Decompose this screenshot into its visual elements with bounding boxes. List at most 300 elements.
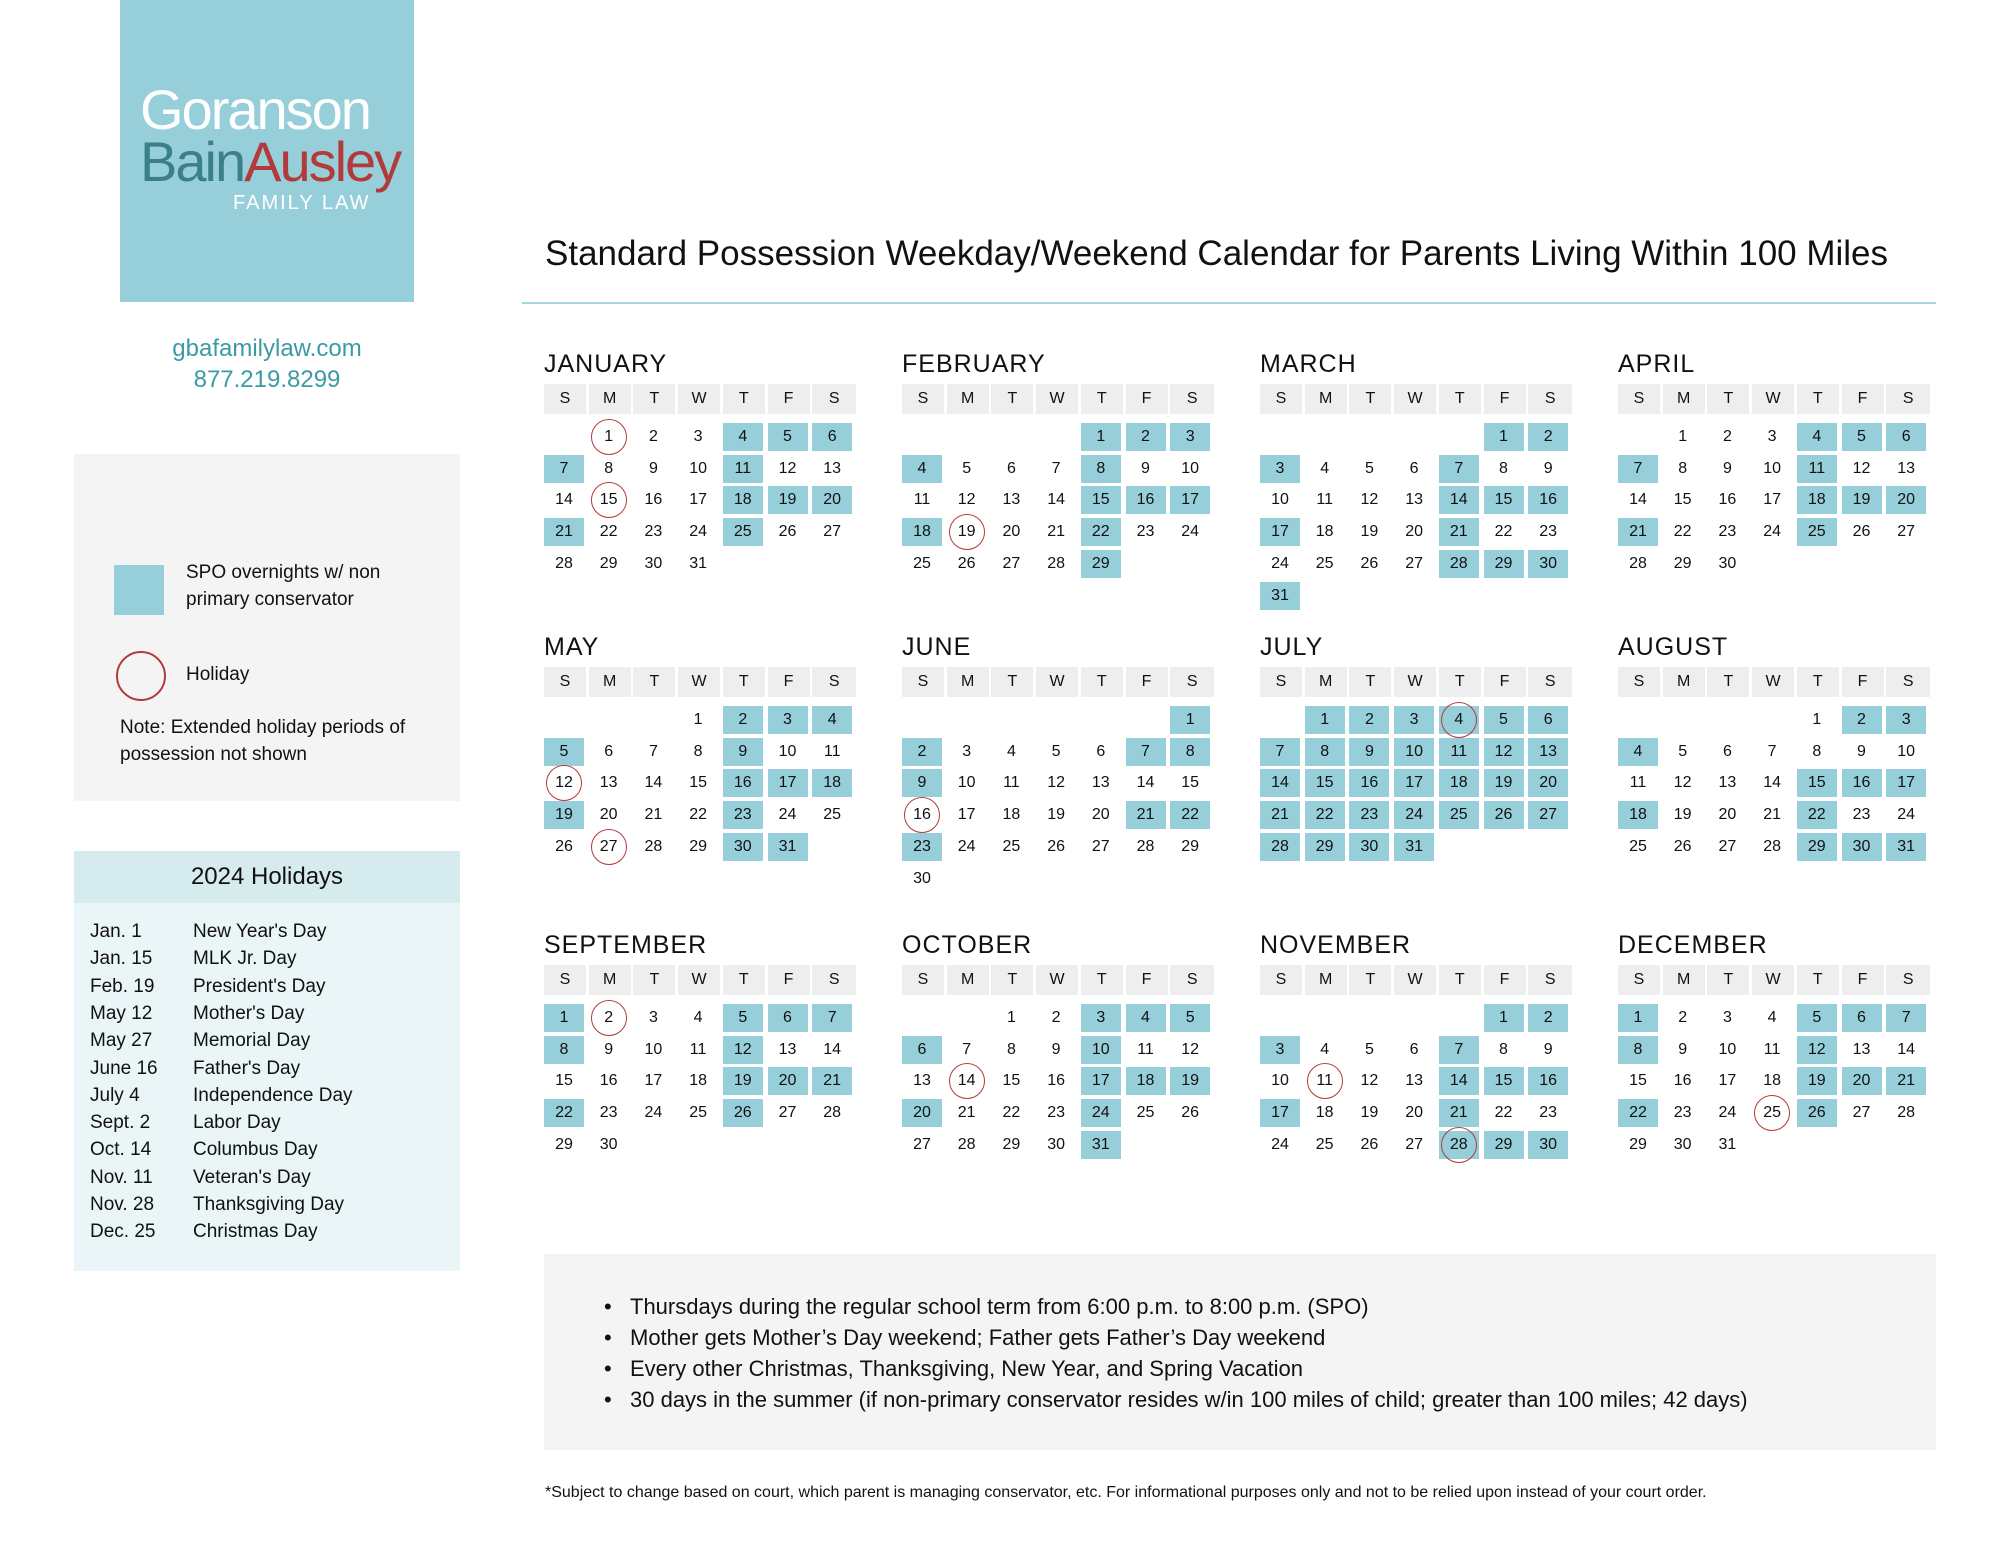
weekday-header: T xyxy=(633,384,675,414)
weekday-header: T xyxy=(1439,965,1481,995)
day-cell: 26 xyxy=(1181,1104,1200,1122)
spo-swatch xyxy=(114,565,164,615)
day-cell: 14 xyxy=(1047,491,1065,509)
weekday-header: T xyxy=(1797,384,1839,414)
logo xyxy=(120,0,414,302)
day-cell: 17 xyxy=(1718,1072,1737,1090)
spo-day-cell: 21 xyxy=(1126,801,1166,829)
day-cell: 7 xyxy=(962,1040,972,1058)
day-cell: 16 xyxy=(644,491,663,509)
spo-day-cell: 16 xyxy=(1842,769,1882,797)
day-cell: 22 xyxy=(1002,1104,1021,1122)
spo-day-cell: 6 xyxy=(812,423,852,451)
weekday-header: T xyxy=(633,965,675,995)
day-cell: 15 xyxy=(689,774,707,792)
weekday-header: T xyxy=(1081,667,1123,697)
spo-day-cell: 5 xyxy=(544,738,584,766)
day-cell: 9 xyxy=(1141,459,1150,477)
spo-day-cell: 12 xyxy=(723,1036,763,1064)
day-cell: 3 xyxy=(1722,1009,1732,1026)
day-cell: 12 xyxy=(1181,1040,1200,1058)
spo-day-cell: 26 xyxy=(1484,801,1524,829)
day-cell: 7 xyxy=(1051,459,1061,477)
spo-day-cell: 19 xyxy=(1484,769,1524,797)
day-cell: 28 xyxy=(823,1104,842,1122)
spo-day-cell: 3 xyxy=(1394,706,1434,734)
holiday-day-cell: 16 xyxy=(902,801,942,829)
spo-day-cell: 29 xyxy=(1305,833,1345,861)
weekday-header: S xyxy=(902,384,944,414)
spo-day-cell: 5 xyxy=(1842,423,1882,451)
day-cell: 27 xyxy=(1405,554,1423,572)
note-item: • Every other Christmas, Thanksgiving, New Year, and Spring Vacation xyxy=(604,1353,1748,1384)
day-cell: 27 xyxy=(1718,837,1737,855)
day-cell: 28 xyxy=(1897,1104,1916,1122)
spo-day-cell: 15 xyxy=(1797,769,1837,797)
spo-day-cell: 8 xyxy=(1170,738,1210,766)
weekday-header: W xyxy=(1394,384,1436,414)
day-cell: 17 xyxy=(689,491,707,509)
day-cell: 29 xyxy=(599,554,618,572)
weekday-header: M xyxy=(947,965,989,995)
weekday-header: S xyxy=(1618,667,1660,697)
day-cell: 6 xyxy=(604,742,614,760)
day-cell: 28 xyxy=(644,837,663,855)
spo-day-cell: 19 xyxy=(1170,1067,1210,1095)
spo-day-cell: 23 xyxy=(1349,801,1389,829)
day-cell: 23 xyxy=(1673,1104,1692,1122)
spo-day-cell: 28 xyxy=(1439,550,1479,578)
day-cell: 15 xyxy=(555,1072,573,1090)
spo-day-cell: 10 xyxy=(1394,738,1434,766)
spo-day-cell: 22 xyxy=(1797,801,1837,829)
day-cell: 11 xyxy=(823,742,841,760)
holiday-day-cell: 27 xyxy=(589,833,629,861)
day-cell: 8 xyxy=(1006,1040,1016,1058)
day-cell: 12 xyxy=(778,459,797,477)
spo-day-cell: 19 xyxy=(768,486,808,514)
logo-bain: Bain xyxy=(140,130,245,193)
spo-day-cell: 21 xyxy=(812,1067,852,1095)
logo-line-3: FAMILY LAW xyxy=(233,192,371,214)
day-cell: 14 xyxy=(1897,1040,1916,1058)
day-cell: 21 xyxy=(644,806,663,824)
day-cell: 23 xyxy=(1852,806,1871,824)
weekday-header: W xyxy=(678,384,720,414)
holiday-legend-label: Holiday xyxy=(186,664,250,685)
day-cell: 2 xyxy=(648,428,658,445)
day-cell: 8 xyxy=(1678,459,1688,477)
spo-day-cell: 1 xyxy=(1484,1004,1524,1032)
spo-day-cell: 31 xyxy=(1081,1131,1121,1159)
day-cell: 3 xyxy=(962,742,972,760)
month-name: JUNE xyxy=(902,633,972,661)
spo-day-cell: 7 xyxy=(1618,455,1658,483)
spo-day-cell: 19 xyxy=(723,1067,763,1095)
day-cell: 11 xyxy=(1003,774,1020,792)
weekday-header: M xyxy=(1663,667,1705,697)
spo-day-cell: 17 xyxy=(1260,518,1300,546)
spo-day-cell: 20 xyxy=(902,1099,942,1127)
spo-day-cell: 7 xyxy=(1439,455,1479,483)
holiday-date: May 12 xyxy=(90,1002,153,1024)
spo-day-cell: 2 xyxy=(723,706,763,734)
spo-day-cell: 4 xyxy=(1126,1004,1166,1032)
weekday-header: W xyxy=(1394,667,1436,697)
logo-line-1: Goranson xyxy=(140,78,370,141)
day-cell: 10 xyxy=(644,1040,663,1058)
weekday-header: S xyxy=(544,384,586,414)
weekday-header: T xyxy=(723,965,765,995)
spo-day-cell: 18 xyxy=(812,769,852,797)
holiday-date: Nov. 28 xyxy=(90,1194,155,1215)
day-cell: 23 xyxy=(599,1104,618,1122)
day-cell: 5 xyxy=(962,459,972,477)
spo-day-cell: 20 xyxy=(812,486,852,514)
day-cell: 10 xyxy=(689,459,707,477)
weekday-header: M xyxy=(1305,384,1347,414)
spo-day-cell: 14 xyxy=(1260,769,1300,797)
weekday-header: F xyxy=(1842,384,1884,414)
day-cell: 20 xyxy=(1405,1104,1423,1122)
day-cell: 5 xyxy=(1678,742,1688,760)
day-cell: 1 xyxy=(693,711,703,728)
weekday-header: S xyxy=(1886,667,1930,697)
day-cell: 26 xyxy=(1360,554,1379,572)
spo-day-cell: 8 xyxy=(544,1036,584,1064)
day-cell: 11 xyxy=(689,1040,707,1058)
spo-day-cell: 10 xyxy=(1081,1036,1121,1064)
day-cell: 30 xyxy=(644,554,663,572)
spo-day-cell: 3 xyxy=(1260,1036,1300,1064)
spo-day-cell: 8 xyxy=(1081,455,1121,483)
day-cell: 31 xyxy=(689,554,707,572)
day-cell: 15 xyxy=(1673,491,1692,509)
weekday-header: S xyxy=(1528,667,1572,697)
holiday-name: Mother's Day xyxy=(193,1002,305,1024)
day-cell: 20 xyxy=(1405,523,1423,541)
day-cell: 1 xyxy=(1006,1009,1016,1026)
spo-day-cell: 4 xyxy=(1797,423,1837,451)
spo-day-cell: 20 xyxy=(1886,486,1926,514)
spo-day-cell: 3 xyxy=(1886,706,1926,734)
day-cell: 27 xyxy=(1002,554,1021,572)
weekday-header: T xyxy=(1439,384,1481,414)
day-cell: 10 xyxy=(1897,742,1916,760)
spo-day-cell: 18 xyxy=(1797,486,1837,514)
spo-day-cell: 17 xyxy=(1394,769,1434,797)
weekday-header: W xyxy=(678,667,720,697)
day-cell: 16 xyxy=(1047,1072,1065,1090)
spo-day-cell: 3 xyxy=(1081,1004,1121,1032)
month-name: MARCH xyxy=(1260,350,1357,378)
spo-day-cell: 21 xyxy=(1886,1067,1926,1095)
phone-number[interactable]: 877.219.8299 xyxy=(193,366,341,393)
day-cell: 30 xyxy=(599,1135,618,1153)
weekday-header: W xyxy=(1394,965,1436,995)
day-cell: 21 xyxy=(1047,523,1065,541)
spo-day-cell: 30 xyxy=(1349,833,1389,861)
day-cell: 18 xyxy=(1763,1072,1781,1090)
day-cell: 22 xyxy=(599,523,618,541)
spo-day-cell: 3 xyxy=(1260,455,1300,483)
notes-list xyxy=(604,1291,1748,1415)
day-cell: 4 xyxy=(1320,1040,1330,1058)
day-cell: 25 xyxy=(689,1104,707,1122)
spo-day-cell: 4 xyxy=(902,455,942,483)
spo-day-cell: 30 xyxy=(1842,833,1882,861)
day-cell: 29 xyxy=(1629,1135,1647,1153)
day-cell: 26 xyxy=(1047,837,1065,855)
holiday-date: July 4 xyxy=(90,1084,140,1106)
spo-day-cell: 7 xyxy=(1886,1004,1926,1032)
day-cell: 25 xyxy=(823,806,842,824)
holiday-day-cell: 2 xyxy=(589,1004,629,1032)
day-cell: 9 xyxy=(1678,1040,1688,1058)
holiday-date: Feb. 19 xyxy=(90,975,155,997)
weekday-header: T xyxy=(1439,667,1481,697)
spo-day-cell: 7 xyxy=(544,455,584,483)
day-cell: 4 xyxy=(693,1009,703,1026)
spo-day-cell: 1 xyxy=(1484,423,1524,451)
weekday-header: W xyxy=(1036,384,1078,414)
day-cell: 23 xyxy=(1718,523,1737,541)
spo-day-cell: 4 xyxy=(812,706,852,734)
day-cell: 8 xyxy=(604,459,614,477)
spo-day-cell: 2 xyxy=(1528,1004,1568,1032)
spo-day-cell: 15 xyxy=(1305,769,1345,797)
holiday-name: Christmas Day xyxy=(193,1221,318,1243)
day-cell: 29 xyxy=(1002,1135,1021,1153)
spo-day-cell: 9 xyxy=(1349,738,1389,766)
weekday-header: F xyxy=(768,384,810,414)
day-cell: 24 xyxy=(1271,554,1289,572)
spo-day-cell: 30 xyxy=(1528,550,1568,578)
day-cell: 27 xyxy=(778,1104,797,1122)
holiday-name: Father's Day xyxy=(193,1057,301,1079)
weekday-header: S xyxy=(544,667,586,697)
spo-day-cell: 3 xyxy=(1170,423,1210,451)
spo-day-cell: 31 xyxy=(1260,582,1300,610)
spo-day-cell: 22 xyxy=(1081,518,1121,546)
spo-day-cell: 8 xyxy=(1618,1036,1658,1064)
holiday-date: June 16 xyxy=(90,1057,158,1079)
day-cell: 29 xyxy=(1673,554,1692,572)
spo-day-cell: 19 xyxy=(1797,1067,1837,1095)
day-cell: 18 xyxy=(689,1072,707,1090)
day-cell: 11 xyxy=(913,491,931,509)
weekday-header: S xyxy=(812,384,856,414)
holiday-name: MLK Jr. Day xyxy=(193,948,297,970)
day-cell: 14 xyxy=(555,491,573,509)
day-cell: 13 xyxy=(1897,459,1916,477)
holiday-date: Sept. 2 xyxy=(90,1112,151,1134)
spo-day-cell: 5 xyxy=(1170,1004,1210,1032)
day-cell: 23 xyxy=(1539,1104,1558,1122)
day-cell: 26 xyxy=(555,837,573,855)
spo-day-cell: 14 xyxy=(1439,1067,1479,1095)
weekday-header: M xyxy=(1663,384,1705,414)
day-cell: 25 xyxy=(1136,1104,1155,1122)
holiday-day-cell: 28 xyxy=(1439,1131,1479,1159)
spo-day-cell: 23 xyxy=(723,801,763,829)
weekday-header: T xyxy=(723,667,765,697)
spo-day-cell: 13 xyxy=(1528,738,1568,766)
day-cell: 19 xyxy=(1673,806,1692,824)
spo-day-cell: 21 xyxy=(544,518,584,546)
note-item: • 30 days in the summer (if non-primary conservator resides w/in 100 miles of child; greater than 100 miles; 42 days) xyxy=(604,1384,1748,1415)
spo-day-cell: 1 xyxy=(1170,706,1210,734)
weekday-header: M xyxy=(1305,667,1347,697)
website-link[interactable]: gbafamilylaw.com xyxy=(172,335,362,362)
day-cell: 20 xyxy=(599,806,618,824)
spo-day-cell: 7 xyxy=(1126,738,1166,766)
weekday-header: T xyxy=(1349,965,1391,995)
day-cell: 12 xyxy=(1360,1072,1379,1090)
day-cell: 10 xyxy=(778,742,797,760)
weekday-header: W xyxy=(678,965,720,995)
day-cell: 9 xyxy=(1051,1040,1061,1058)
spo-day-cell: 1 xyxy=(1618,1004,1658,1032)
weekday-header: S xyxy=(1528,384,1572,414)
day-cell: 25 xyxy=(1315,1135,1334,1153)
note-item: • Thursdays during the regular school term from 6:00 p.m. to 8:00 p.m. (SPO) xyxy=(604,1291,1748,1322)
day-cell: 24 xyxy=(1763,523,1781,541)
weekday-header: T xyxy=(1349,384,1391,414)
weekday-header: W xyxy=(1752,965,1794,995)
day-cell: 1 xyxy=(1678,428,1688,445)
weekday-header: S xyxy=(1618,384,1660,414)
spo-day-cell: 9 xyxy=(723,738,763,766)
spo-day-cell: 26 xyxy=(723,1099,763,1127)
month-name: NOVEMBER xyxy=(1260,931,1412,959)
holiday-name: President's Day xyxy=(193,975,326,997)
spo-day-cell: 26 xyxy=(1797,1099,1837,1127)
day-cell: 30 xyxy=(1673,1135,1692,1153)
weekday-header: S xyxy=(1260,965,1302,995)
spo-day-cell: 24 xyxy=(1081,1099,1121,1127)
spo-day-cell: 2 xyxy=(1528,423,1568,451)
day-cell: 5 xyxy=(1364,459,1374,477)
holiday-date: Dec. 25 xyxy=(90,1221,156,1243)
day-cell: 17 xyxy=(957,806,976,824)
weekday-header: T xyxy=(1081,965,1123,995)
spo-day-cell: 18 xyxy=(902,518,942,546)
weekday-header: T xyxy=(991,965,1033,995)
holiday-day-cell: 1 xyxy=(589,423,629,451)
day-cell: 13 xyxy=(913,1072,931,1090)
weekday-header: S xyxy=(1886,384,1930,414)
day-cell: 30 xyxy=(913,869,931,887)
weekday-header: S xyxy=(812,965,856,995)
weekday-header: T xyxy=(723,384,765,414)
spo-day-cell: 24 xyxy=(1394,801,1434,829)
spo-day-cell: 14 xyxy=(1439,486,1479,514)
weekday-header: M xyxy=(1305,965,1347,995)
month-name: APRIL xyxy=(1618,350,1696,378)
weekday-header: M xyxy=(589,965,631,995)
day-cell: 16 xyxy=(1673,1072,1692,1090)
spo-day-cell: 25 xyxy=(1797,518,1837,546)
weekday-header: S xyxy=(1170,667,1214,697)
day-cell: 3 xyxy=(1767,428,1777,445)
spo-day-cell: 18 xyxy=(1618,801,1658,829)
weekday-header: F xyxy=(1484,384,1526,414)
spo-day-cell: 25 xyxy=(723,518,763,546)
legend-note: Note: Extended holiday periods of possession not shown xyxy=(120,717,406,765)
day-cell: 4 xyxy=(1767,1009,1777,1026)
weekday-header: S xyxy=(544,965,586,995)
day-cell: 10 xyxy=(957,774,976,792)
spo-day-cell: 22 xyxy=(1618,1099,1658,1127)
day-cell: 24 xyxy=(1718,1104,1737,1122)
day-cell: 12 xyxy=(1360,491,1379,509)
spo-day-cell: 19 xyxy=(1842,486,1882,514)
spo-day-cell: 2 xyxy=(1842,706,1882,734)
day-cell: 11 xyxy=(1137,1040,1154,1058)
day-cell: 27 xyxy=(1405,1135,1423,1153)
day-cell: 22 xyxy=(689,806,707,824)
day-cell: 24 xyxy=(778,806,797,824)
month-name: SEPTEMBER xyxy=(544,931,708,959)
spo-day-cell: 28 xyxy=(1260,833,1300,861)
day-cell: 20 xyxy=(1718,806,1737,824)
page-title: Standard Possession Weekday/Weekend Calendar for Parents Living Within 100 Miles xyxy=(545,234,1889,273)
weekday-header: F xyxy=(1126,384,1168,414)
day-cell: 24 xyxy=(1271,1135,1289,1153)
spo-day-cell: 29 xyxy=(1484,1131,1524,1159)
holiday-day-cell: 19 xyxy=(947,518,987,546)
day-cell: 2 xyxy=(1722,428,1732,445)
spo-day-cell: 18 xyxy=(1439,769,1479,797)
spo-day-cell: 17 xyxy=(768,769,808,797)
spo-day-cell: 5 xyxy=(768,423,808,451)
day-cell: 28 xyxy=(1136,837,1155,855)
spo-day-cell: 5 xyxy=(723,1004,763,1032)
day-cell: 9 xyxy=(1857,742,1866,760)
legend xyxy=(74,454,460,801)
weekday-header: F xyxy=(1126,667,1168,697)
day-cell: 15 xyxy=(1002,1072,1021,1090)
day-cell: 10 xyxy=(1718,1040,1737,1058)
day-cell: 21 xyxy=(1763,806,1781,824)
day-cell: 24 xyxy=(1181,523,1200,541)
weekday-header: W xyxy=(1036,667,1078,697)
day-cell: 23 xyxy=(644,523,663,541)
day-cell: 18 xyxy=(1315,523,1334,541)
day-cell: 9 xyxy=(648,459,658,477)
day-cell: 2 xyxy=(1678,1009,1688,1026)
spo-day-cell: 11 xyxy=(723,455,763,483)
holidays-title: 2024 Holidays xyxy=(74,851,460,903)
spo-day-cell: 18 xyxy=(723,486,763,514)
day-cell: 3 xyxy=(648,1009,658,1026)
weekday-header: T xyxy=(991,384,1033,414)
weekday-header: M xyxy=(947,384,989,414)
day-cell: 9 xyxy=(1543,459,1553,477)
day-cell: 29 xyxy=(1181,837,1200,855)
day-cell: 12 xyxy=(1852,459,1871,477)
spo-day-cell: 16 xyxy=(723,769,763,797)
weekday-header: T xyxy=(633,667,675,697)
holiday-name: Thanksgiving Day xyxy=(193,1194,345,1215)
day-cell: 26 xyxy=(778,523,797,541)
day-cell: 17 xyxy=(1763,491,1781,509)
spo-day-cell: 30 xyxy=(1528,1131,1568,1159)
day-cell: 31 xyxy=(1718,1135,1737,1153)
day-cell: 3 xyxy=(693,428,703,445)
spo-day-cell: 21 xyxy=(1439,518,1479,546)
